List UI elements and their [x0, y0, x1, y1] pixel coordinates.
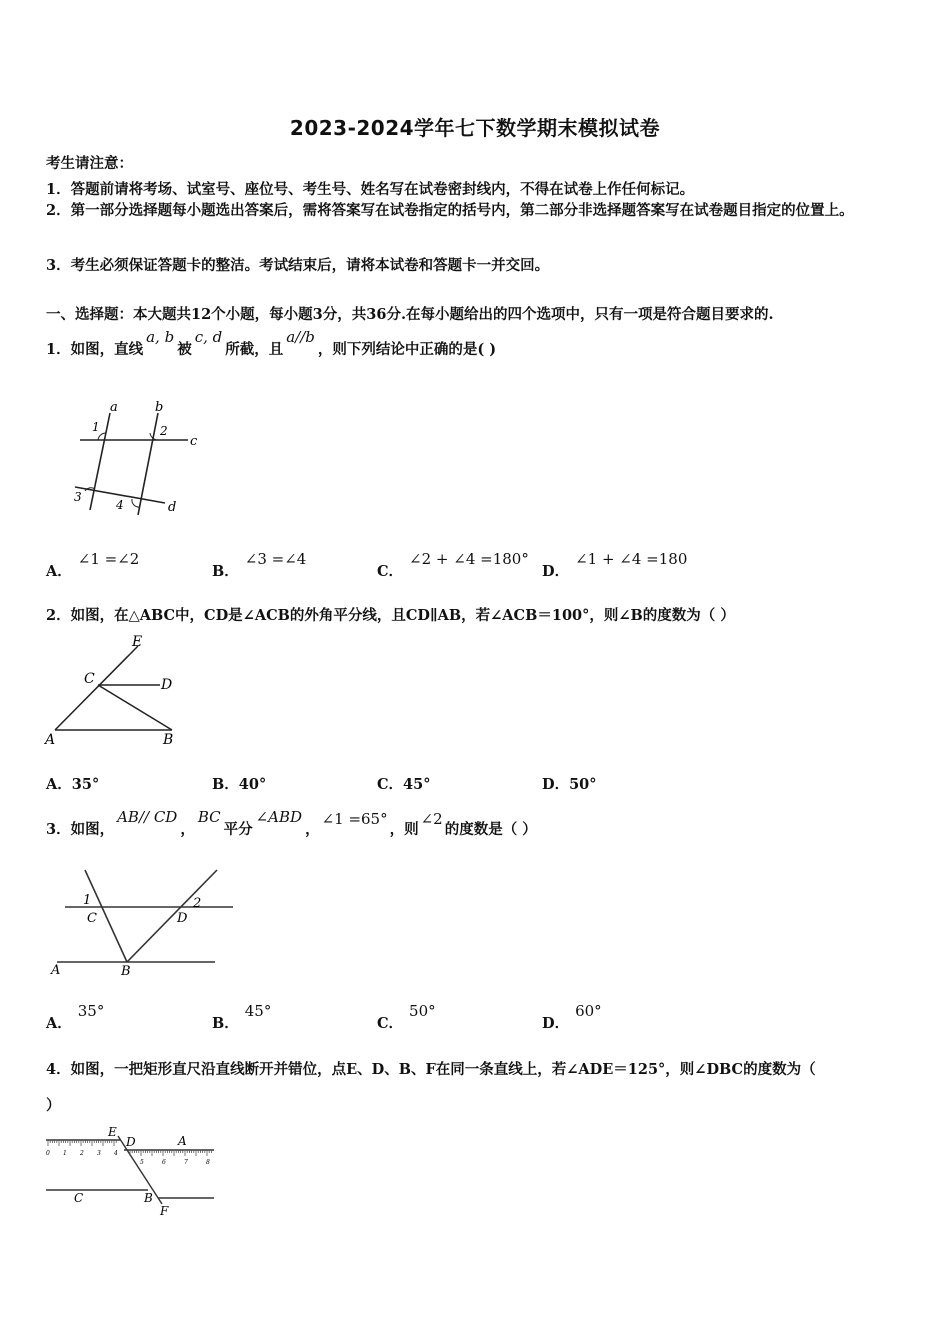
- q4-label-a: A: [178, 1134, 187, 1148]
- q4-label-b: B: [144, 1191, 153, 1205]
- question-4-stem: 4．如图，一把矩形直尺沿直线断开并错位，点E、D、B、F在同一条直线上，若∠ADE＝125°，则∠DBC的度数为（: [46, 1061, 816, 1078]
- question-2-stem: 2．如图，在△ABC中，CD是∠ACB的外角平分线，且CD∥AB，若∠ACB＝100°，则∠B的度数为（ ）: [46, 607, 735, 624]
- q2-option-a[interactable]: A．35°: [46, 776, 100, 793]
- q3-math-angle-abd: ∠ABD: [255, 808, 303, 826]
- q1-label-b: b: [155, 400, 164, 415]
- q2-label-d: D: [161, 677, 173, 693]
- q1-label-1: 1: [92, 420, 100, 434]
- q4-label-c: C: [74, 1191, 84, 1205]
- q4-ruler-number: 5: [140, 1159, 144, 1166]
- q2-figure: [40, 630, 200, 750]
- q2-label-a: A: [45, 732, 56, 748]
- q3-option-b[interactable]: B．45°: [212, 1002, 272, 1032]
- q1-math-ab: a, b: [146, 328, 175, 346]
- q3-math-parallel: AB// CD: [117, 808, 178, 826]
- q3-math-angle-2: ∠2: [420, 810, 443, 828]
- q4-label-d: D: [126, 1135, 136, 1149]
- q4-ruler-number: 8: [206, 1159, 210, 1166]
- section-heading: 一、选择题：本大题共12个小题，每小题3分，共36分.在每小题给出的四个选项中，只有一项是符合题目要求的.: [46, 306, 774, 323]
- q1-option-b[interactable]: B．∠3 =∠4: [212, 550, 307, 580]
- q4-ruler-number: 0: [46, 1150, 50, 1157]
- q3-segment-bd: [127, 870, 217, 962]
- q1-text-3: 所截，且: [225, 341, 284, 358]
- q1-option-d[interactable]: D．∠1 + ∠4 =180: [542, 550, 688, 580]
- q1-option-c[interactable]: C．∠2 + ∠4 =180°: [377, 550, 529, 580]
- q1-text-1: 1．如图，直线: [46, 341, 144, 358]
- q3-option-a[interactable]: A．35°: [46, 1002, 105, 1032]
- q1-text-2: 被: [177, 341, 192, 358]
- q3-math-angle-1: ∠1 =65°: [321, 810, 388, 828]
- q3-label-1: 1: [83, 893, 92, 908]
- q1-label-a: a: [110, 400, 118, 415]
- q3-figure: [45, 862, 245, 982]
- q1-text-4: ，则下列结论中正确的是( ): [317, 341, 497, 358]
- question-3-stem: 3．如图，AB// CD，BC平分∠ABD，∠1 =65°，则∠2的度数是（ ）: [46, 808, 537, 838]
- q1-math-cd: c, d: [194, 328, 223, 346]
- q3-option-c[interactable]: C．50°: [377, 1002, 436, 1032]
- q4-ruler-number: 7: [184, 1159, 188, 1166]
- q2-ray-ae: [55, 646, 138, 730]
- notice-item-3: 3．考生必须保证答题卡的整洁。考试结束后，请将本试卷和答题卡一并交回。: [46, 257, 550, 274]
- q1-option-a[interactable]: A．∠1 =∠2: [46, 550, 140, 580]
- question-1-stem: [46, 328, 497, 359]
- q4-figure: [40, 1122, 230, 1222]
- notice-item-1: 1．答题前请将考场、试室号、座位号、考生号、姓名写在试卷密封线内，不得在试卷上作任何标记。: [46, 181, 695, 198]
- q4-ruler-number: 2: [80, 1150, 84, 1157]
- q1-arc-4: [132, 499, 140, 507]
- q4-ruler-number: 1: [63, 1150, 67, 1157]
- q2-label-e: E: [132, 634, 143, 650]
- q3-label-a: A: [51, 963, 61, 978]
- q4-ruler-number: 4: [114, 1150, 118, 1157]
- q4-ruler-number: 3: [97, 1150, 101, 1157]
- q3-option-d[interactable]: D．60°: [542, 1002, 602, 1032]
- q3-label-d: D: [177, 911, 188, 926]
- notice-heading: 考生请注意：: [46, 155, 133, 172]
- q4-ruler-number: 6: [162, 1159, 166, 1166]
- q1-math-parallel: a//b: [286, 328, 315, 346]
- question-4-stem-end: ）: [46, 1097, 61, 1114]
- q3-label-b: B: [121, 964, 131, 979]
- q1-label-d: d: [168, 500, 177, 515]
- q1-label-4: 4: [116, 498, 124, 512]
- page-title: 2023-2024学年七下数学期末模拟试卷: [289, 116, 661, 140]
- q1-label-2: 2: [160, 424, 168, 438]
- q1-label-3: 3: [74, 490, 82, 504]
- q2-option-d[interactable]: D．50°: [542, 776, 597, 793]
- q2-option-b[interactable]: B．40°: [212, 776, 267, 793]
- q4-label-f: F: [160, 1204, 169, 1218]
- q4-label-e: E: [108, 1125, 117, 1139]
- q2-option-c[interactable]: C．45°: [377, 776, 431, 793]
- q2-label-b: B: [163, 732, 174, 748]
- q3-label-2: 2: [193, 896, 202, 911]
- notice-item-2: 2．第一部分选择题每小题选出答案后，需将答案写在试卷指定的括号内，第二部分非选择题答案写在试卷题目指定的位置上。: [46, 202, 854, 219]
- q2-label-c: C: [84, 671, 95, 687]
- q1-figure: [60, 395, 220, 525]
- q1-label-c: c: [190, 434, 198, 449]
- q3-math-bc: BC: [197, 808, 221, 826]
- q4-cut-line: [118, 1136, 162, 1204]
- q3-label-c: C: [87, 911, 97, 926]
